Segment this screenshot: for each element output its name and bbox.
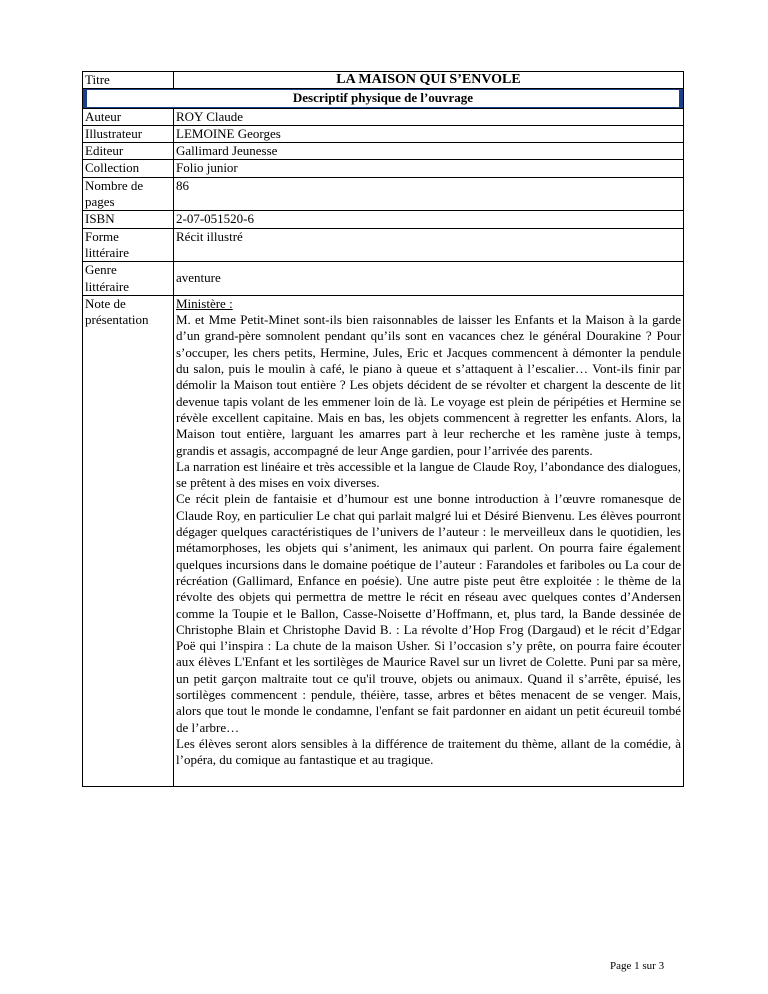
- publisher-label: Editeur: [83, 143, 174, 160]
- presentation-row: [83, 295, 684, 787]
- section-heading-row: [83, 89, 684, 108]
- presentation-label-line1: Note de: [85, 295, 126, 311]
- section-heading: Descriptif physique de l’ouvrage: [87, 90, 679, 106]
- page-count-label: [83, 177, 174, 211]
- literary-form-label-line2: littéraire: [85, 244, 130, 260]
- isbn-row: [83, 211, 684, 228]
- literary-genre-value: aventure: [174, 262, 684, 296]
- literary-form-value: Récit illustré: [174, 228, 684, 262]
- publisher-row: [83, 143, 684, 160]
- presentation-paragraph-2: La narration est linéaire et très accessible et la langue de Claude Roy, l’abondance des dialogues, se prêtent à des mises en voix diverses.: [176, 458, 681, 491]
- collection-value: Folio junior: [174, 160, 684, 177]
- collection-label: Collection: [83, 160, 174, 177]
- literary-form-row: [83, 228, 684, 262]
- author-row: [83, 108, 684, 125]
- literary-genre-row: [83, 262, 684, 296]
- presentation-paragraph-4: Les élèves seront alors sensibles à la différence de traitement du thème, allant de la comédie, à l’opéra, du comique au fantastique et au tragique.: [176, 735, 681, 768]
- literary-form-label-line1: Forme: [85, 228, 119, 244]
- page-number: Page 1 sur 3: [610, 960, 665, 972]
- illustrator-row: [83, 125, 684, 142]
- book-record-table: [82, 71, 684, 787]
- literary-genre-label-line2: littéraire: [85, 278, 130, 294]
- presentation-paragraph-1: M. et Mme Petit-Minet sont-ils bien raisonnables de laisser les Enfants et la Maison à la garde d’un grand-père somnolent pendant qu’ils sont en vacances chez le général Dourakine ? Pour s’occuper, les chers petits, Hermine, Jules, Eric et Jacques commencent à démonter la pendule du salon, puis le moulin à café, le piano à queue et s’attaquent à l’escalier… Vont-ils finir par démolir la Maison tout entière ? Les objets décident de se révolter et chargent la descente de lit devenue tapis volant de les emmener loin de là. Le voyage est plein de péripéties et Hermine se révèle excellent capitaine. Mais en bas, les objets commencent à regretter les enfants. Alors, la Maison tout entière, larguant les amarres part à leur recherche et les ramène juste à temps, grandis et assagis, accompagné de leur Ange gardien, pour l’arrivée des parents.: [176, 312, 681, 458]
- page-count-row: [83, 177, 684, 211]
- author-label: Auteur: [83, 108, 174, 125]
- presentation-paragraph-3: Ce récit plein de fantaisie et d’humour est une bonne introduction à l’œuvre romanesque de Claude Roy, en particulier Le chat qui parlait malgré lui et Désiré Bienvenu. Les élèves pourront dégager quelques caractéristiques de l’univers de l’auteur : le merveilleux dans le quotidien, les métamorphoses, les objets qui s’animent, les animaux qui parlent. On pourra faire également quelques incursions dans le domaine poétique de l’auteur : Farandoles et fariboles ou La cour de récréation (Gallimard, Enfance en poésie). Une autre piste peut être exploitée : le thème de la révolte des objets qui permettra de mettre le récit en réseau avec quelques contes d’Andersen comme la Toupie et le Ballon, Casse-Noisette d’Hoffmann, et, plus tard, la Bande dessinée de Christophe Blain et Christophe David B. : La révolte d’Hop Frog (Dargaud) et le récit d’Edgar Poë qui l’inspira : La chute de la maison Usher. Si l’occasion s’y prête, on pourra faire écouter aux élèves L'Enfant et les sortilèges de Maurice Ravel sur un livret de Colette. Puni par sa mère, un petit garçon maltraite tout ce qu'il trouve, objets ou animaux. Quand il s’arrête, épuisé, les sortilèges commencent : pendule, théière, tasse, arbres et bêtes menacent de se venger. Mais, alors que tout le monde le condamne, l'enfant se fait pardonner en aidant un petit écureuil tombé de l’arbre…: [176, 491, 681, 735]
- presentation-label-line2: présentation: [85, 312, 149, 328]
- page-count-label-line2: pages: [85, 194, 115, 210]
- isbn-value: 2-07-051520-6: [174, 211, 684, 228]
- illustrator-label: Illustrateur: [83, 125, 174, 142]
- author-value: ROY Claude: [174, 108, 684, 125]
- isbn-label: ISBN: [83, 211, 174, 228]
- literary-genre-label-line1: Genre: [85, 262, 117, 278]
- title-label: Titre: [83, 72, 174, 89]
- literary-genre-label: [83, 262, 174, 296]
- section-heading-bar: [83, 89, 684, 108]
- presentation-text: [174, 295, 684, 787]
- page-count-value: 86: [174, 177, 684, 211]
- presentation-heading: Ministère :: [176, 295, 233, 311]
- literary-form-label: [83, 228, 174, 262]
- collection-row: [83, 160, 684, 177]
- book-title: LA MAISON QUI S’ENVOLE: [174, 72, 684, 89]
- title-row: [83, 72, 684, 89]
- page-count-label-line1: Nombre de: [85, 177, 144, 193]
- illustrator-value: LEMOINE Georges: [174, 125, 684, 142]
- publisher-value: Gallimard Jeunesse: [174, 143, 684, 160]
- presentation-label: [83, 295, 174, 787]
